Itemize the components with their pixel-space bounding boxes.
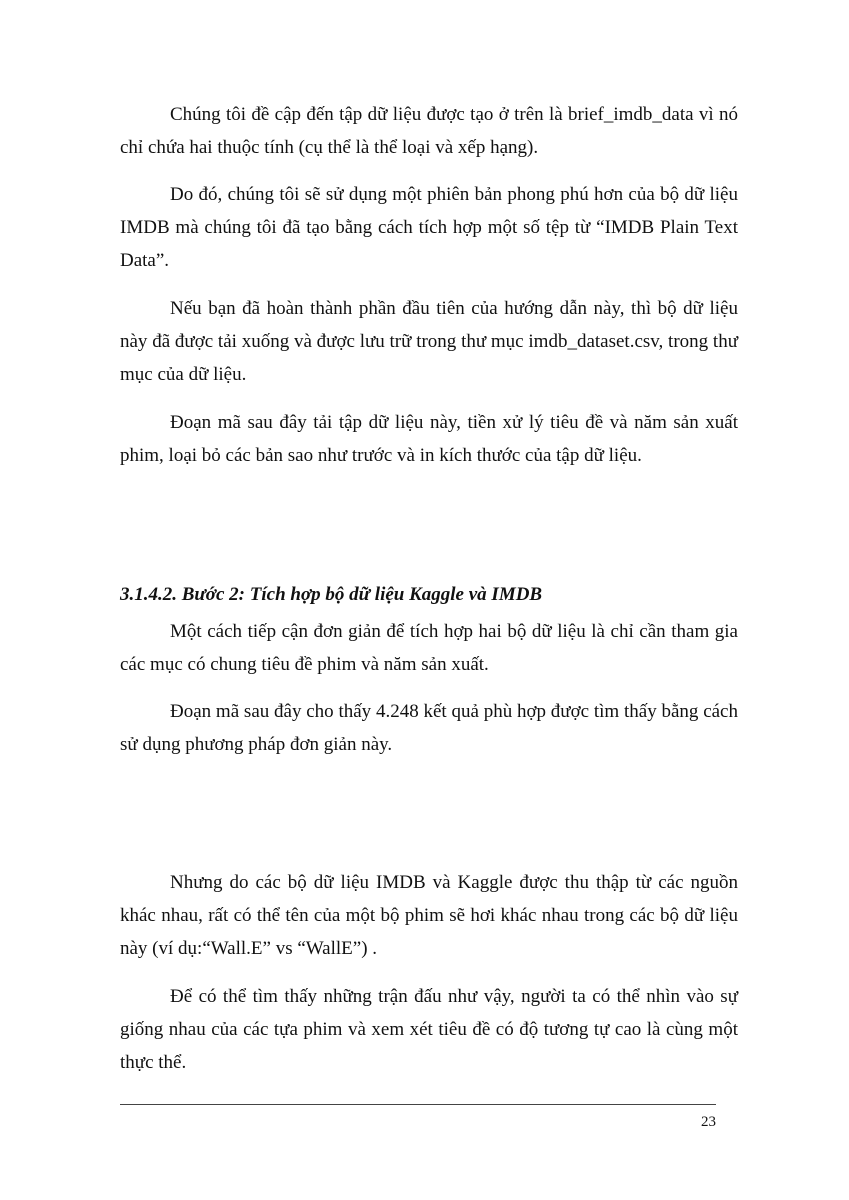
paragraph-title-similarity: Để có thể tìm thấy những trận đấu như vậy, người ta có thể nhìn vào sự giống nhau của các tựa phim và xem xét tiêu đề có độ tương tự cao là cùng một thực thể. [120, 986, 738, 1073]
paragraph-imdb-plain-text: Do đó, chúng tôi sẽ sử dụng một phiên bản phong phú hơn của bộ dữ liệu IMDB mà chúng tôi đã tạo bằng cách tích hợp một số tệp từ “IMDB Plain Text Data”. [120, 184, 738, 271]
paragraph-4248-matches: Đoạn mã sau đây cho thấy 4.248 kết quả phù hợp được tìm thấy bằng cách sử dụng phương pháp đơn giản này. [120, 701, 738, 755]
page-number: 23 [701, 1114, 716, 1130]
paragraph-brief-imdb-data: Chúng tôi đề cập đến tập dữ liệu được tạo ở trên là brief_imdb_data vì nó chỉ chứa hai thuộc tính (cụ thể là thể loại và xếp hạng). [120, 104, 738, 158]
paragraph-simple-approach: Một cách tiếp cận đơn giản để tích hợp hai bộ dữ liệu là chỉ cần tham gia các mục có chung tiêu đề phim và năm sản xuất. [120, 621, 738, 675]
footer-divider [120, 1104, 716, 1105]
paragraph-imdb-dataset-csv: Nếu bạn đã hoàn thành phần đầu tiên của hướng dẫn này, thì bộ dữ liệu này đã được tải xuống và được lưu trữ trong thư mục imdb_dataset.csv, trong thư mục của dữ liệu. [120, 298, 738, 385]
paragraph-load-dataset: Đoạn mã sau đây tải tập dữ liệu này, tiền xử lý tiêu đề và năm sản xuất phim, loại bỏ các bản sao như trước và in kích thước của tập dữ liệu. [120, 412, 738, 466]
paragraph-different-sources: Nhưng do các bộ dữ liệu IMDB và Kaggle được thu thập từ các nguồn khác nhau, rất có thể tên của một bộ phim sẽ hơi khác nhau trong các bộ dữ liệu này (ví dụ:“Wall.E” vs “WallE”) . [120, 872, 738, 959]
section-heading: 3.1.4.2. Bước 2: Tích hợp bộ dữ liệu Kaggle và IMDB [120, 584, 543, 605]
